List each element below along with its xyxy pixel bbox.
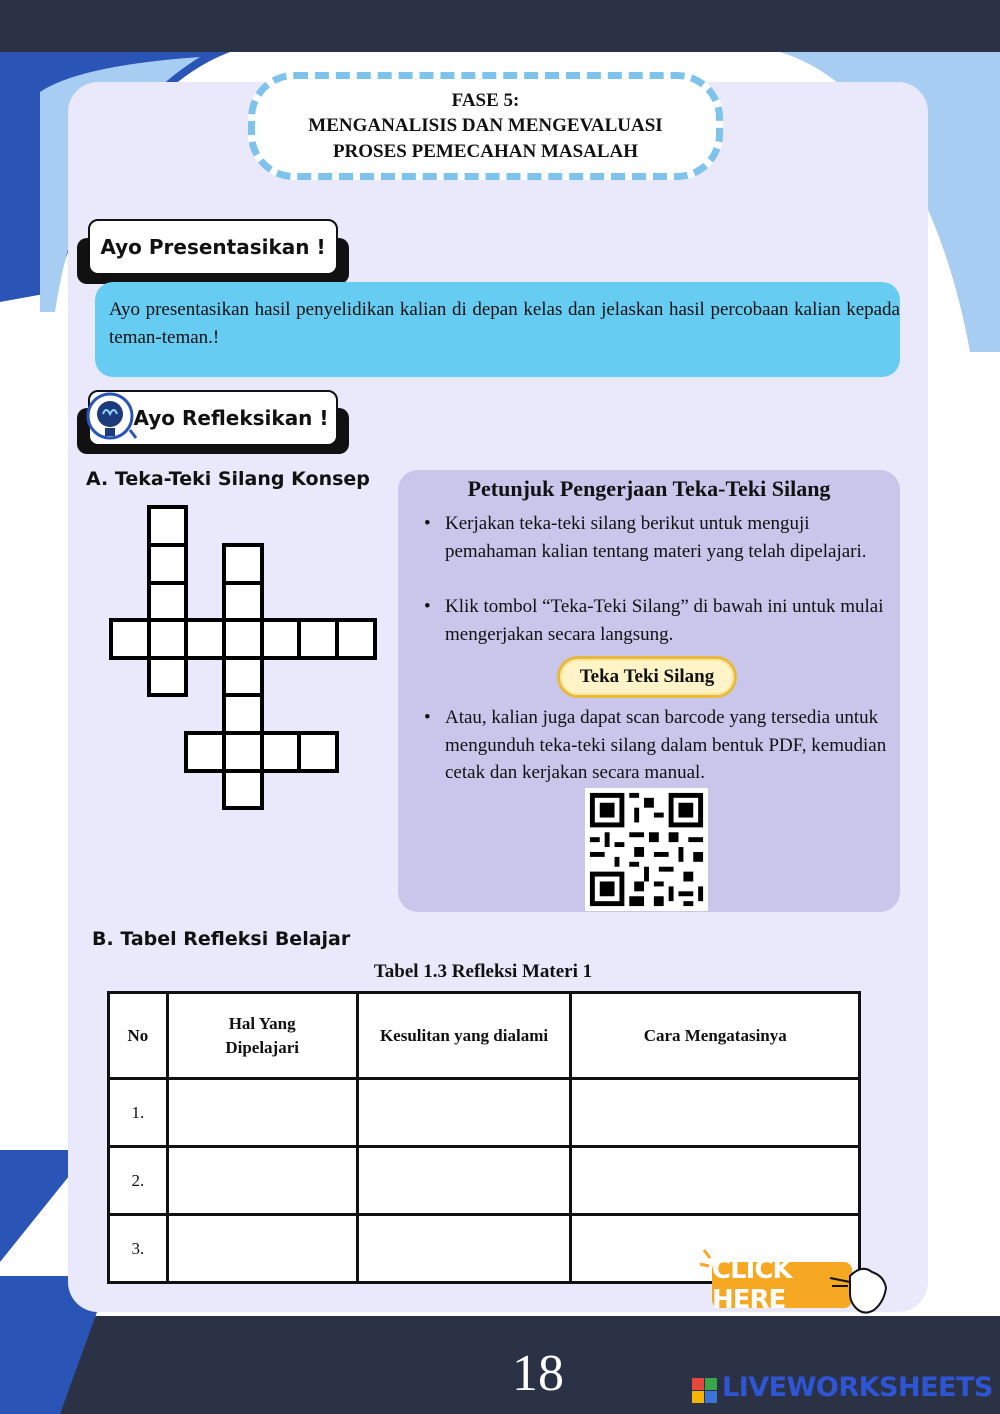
instructions-title: Petunjuk Pengerjaan Teka-Teki Silang xyxy=(467,476,831,501)
instruction-item xyxy=(424,704,894,787)
table-cell[interactable] xyxy=(571,1147,860,1215)
row-number: 2. xyxy=(109,1147,168,1215)
phase-title-line1: MENGANALISIS DAN MENGEVALUASI xyxy=(308,115,663,137)
table-cell[interactable] xyxy=(571,1079,860,1147)
column-header: No xyxy=(109,993,168,1079)
phase-title-line2: PROSES PEMECAHAN MASALAH xyxy=(332,140,639,162)
crossword-cell xyxy=(299,733,337,771)
column-header: Kesulitan yang dialami xyxy=(357,993,571,1079)
crossword-cell xyxy=(337,620,375,658)
instruction-text: Atau, kalian juga dapat scan barcode yang tersedia untuk mengunduh teka-teki silang dalam bentuk PDF, kemudian cetak dan kerjakan secara manual. xyxy=(445,707,887,783)
crossword-cell xyxy=(186,733,224,771)
bullet-dot: • xyxy=(424,596,431,617)
top-bar xyxy=(0,0,1000,52)
crossword-cell xyxy=(111,620,149,658)
instruction-item xyxy=(424,510,894,565)
crossword-cell xyxy=(149,507,186,545)
table-row xyxy=(109,1147,860,1215)
section-b-heading: B. Tabel Refleksi Belajar xyxy=(92,928,351,950)
crossword-cell xyxy=(186,620,224,658)
brain-lightbulb-icon xyxy=(82,390,140,448)
crossword-cell xyxy=(262,620,299,658)
crossword-cell xyxy=(224,583,262,620)
phase-label: FASE 5: xyxy=(451,89,520,111)
presentasi-tag-label: Ayo Presentasikan ! xyxy=(100,235,326,259)
instruction-text: Klik tombol “Teka-Teki Silang” di bawah ini untuk mulai mengerjakan secara langsung. xyxy=(445,596,884,645)
bullet-dot: • xyxy=(424,513,431,534)
click-here-label: CLICK HERE xyxy=(712,1255,792,1315)
crossword-cell xyxy=(224,771,262,808)
crossword-grid xyxy=(108,505,380,811)
table-cell[interactable] xyxy=(357,1147,571,1215)
liveworksheets-logo-icon xyxy=(692,1378,718,1404)
crossword-cell xyxy=(149,658,186,695)
table-cell[interactable] xyxy=(167,1079,357,1147)
table-cell[interactable] xyxy=(357,1215,571,1283)
qr-code-icon[interactable] xyxy=(585,788,708,911)
crossword-cell xyxy=(149,620,186,658)
table-row xyxy=(109,1079,860,1147)
crossword-cell xyxy=(224,545,262,583)
table-cell[interactable] xyxy=(167,1147,357,1215)
presentasi-text: Ayo presentasikan hasil penyelidikan kalian di depan kelas dan jelaskan hasil percobaan kalian kepada teman-teman.! xyxy=(109,299,900,348)
table-caption: Tabel 1.3 Refleksi Materi 1 xyxy=(373,961,593,982)
row-number: 3. xyxy=(109,1215,168,1283)
instruction-text: Kerjakan teka-teki silang berikut untuk menguji pemahaman kalian tentang materi yang telah dipelajari. xyxy=(445,513,867,562)
presentasi-tag xyxy=(88,219,338,275)
crossword-cell xyxy=(149,583,186,620)
table-header-row xyxy=(109,993,860,1079)
crossword-cell xyxy=(299,620,337,658)
phase-title-box xyxy=(248,72,723,180)
section-a-heading: A. Teka-Teki Silang Konsep xyxy=(86,468,370,490)
crossword-cell xyxy=(149,545,186,583)
column-header: Cara Mengatasinya xyxy=(571,993,860,1079)
instruction-item xyxy=(424,593,894,648)
presentasi-box xyxy=(95,282,900,377)
crossword-button[interactable] xyxy=(557,656,737,698)
table-cell[interactable] xyxy=(167,1215,357,1283)
crossword-cell xyxy=(224,620,262,658)
crossword-cell xyxy=(224,695,262,733)
crossword-cell xyxy=(262,733,299,771)
liveworksheets-watermark[interactable]: LIVEWORKSHEETS xyxy=(722,1372,993,1403)
crossword-cell xyxy=(224,658,262,695)
hand-pointer-icon xyxy=(698,1246,894,1316)
table-cell[interactable] xyxy=(357,1079,571,1147)
reflection-table xyxy=(107,991,861,1284)
refleksi-tag-label: Ayo Refleksikan ! xyxy=(133,406,329,430)
page-number: 18 xyxy=(512,1345,564,1402)
bullet-dot: • xyxy=(424,707,431,728)
column-header: Hal Yang Dipelajari xyxy=(167,993,357,1079)
crossword-button-label: Teka Teki Silang xyxy=(579,666,715,687)
row-number: 1. xyxy=(109,1079,168,1147)
crossword-cell xyxy=(224,733,262,771)
